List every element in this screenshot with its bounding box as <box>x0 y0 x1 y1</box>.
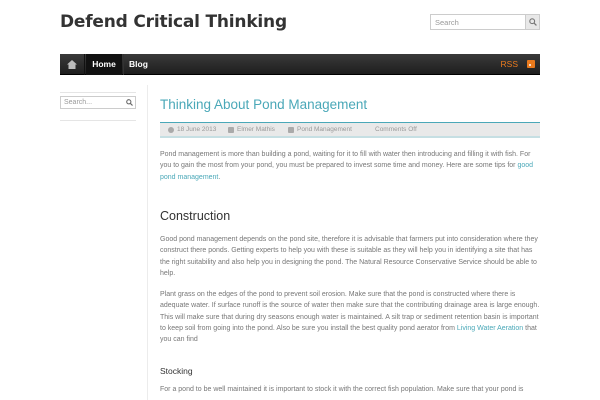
home-icon <box>67 60 77 69</box>
sidebar-divider-bottom <box>60 120 136 121</box>
nav-home-icon-link[interactable] <box>60 54 85 75</box>
intro-end: . <box>218 173 221 181</box>
meta-author[interactable] <box>228 126 275 133</box>
sidebar-search-button[interactable] <box>123 97 135 108</box>
nav-item-blog[interactable]: Blog <box>123 54 153 75</box>
header-search-button[interactable] <box>525 15 539 29</box>
header-search <box>430 14 540 30</box>
stocking-paragraph: For a pond to be well maintained it is important to stock it with the correct fish population. Make sure that your pond is <box>160 386 524 393</box>
header-search-input[interactable]: Search <box>435 18 459 27</box>
folder-icon <box>288 127 294 133</box>
post-intro-paragraph <box>160 149 540 183</box>
main-navigation <box>60 54 540 75</box>
intro-text: Pond management is more than building a pond, waiting for it to fill with water then introducing and filling it with fish. For you to gain the most from your pond, you must be prepared to invest some time and money. Here are some tips for <box>160 151 531 170</box>
good-pond-management-link[interactable]: good pond management <box>160 162 534 181</box>
heading-stocking: Stocking <box>160 366 193 376</box>
user-icon <box>228 127 234 133</box>
meta-category-text[interactable]: Pond Management <box>297 126 352 133</box>
post-meta <box>160 122 540 138</box>
search-icon <box>529 18 537 26</box>
meta-author-text[interactable]: Elmer Mathis <box>237 126 275 133</box>
living-water-aeration-link[interactable]: Living Water Aeration <box>456 324 524 332</box>
nav-rss-link[interactable]: RSS <box>500 59 518 69</box>
meta-date <box>168 126 216 133</box>
meta-comments <box>375 126 417 133</box>
post-title[interactable]: Thinking About Pond Management <box>160 97 368 112</box>
construction-p2-text: Plant grass on the edges of the pond to prevent soil erosion. Make sure that the pond is constructed where there is adequate water. If surface runoff is the source of water then make sure that the contributing drainage area is large enough. This will make sure that during dry seasons enough water is maintained. A silt trap or sediment retention basin is important to keep soil from going into the pond. Also be sure you install the best quality pond aerator from <box>160 291 540 332</box>
meta-comments-text: Comments Off <box>375 126 417 133</box>
meta-category[interactable] <box>288 126 352 133</box>
nav-item-home[interactable]: Home <box>86 54 122 75</box>
construction-paragraph-1: Good pond management depends on the pond site, therefore it is advisable that farmers put into consideration where they construct there ponds. Getting experts to help you with these is suitable as they will help you in identifying a site that has the right suitability and also help you in designing the pond. The Natural Resource Conservative Service should be able to help. <box>160 236 538 277</box>
sidebar-search <box>60 96 136 109</box>
sidebar-divider-top <box>60 92 136 93</box>
clock-icon <box>168 127 174 133</box>
search-icon <box>126 99 133 106</box>
meta-date-text: 18 June 2013 <box>177 126 217 133</box>
content-divider <box>147 85 148 400</box>
rss-icon[interactable] <box>527 60 535 68</box>
construction-paragraph-2 <box>160 289 540 345</box>
site-title[interactable]: Defend Critical Thinking <box>60 12 287 32</box>
sidebar-search-input[interactable]: Search... <box>64 99 93 106</box>
construction-p2-end: that you can find <box>160 324 537 344</box>
heading-construction: Construction <box>160 209 231 223</box>
